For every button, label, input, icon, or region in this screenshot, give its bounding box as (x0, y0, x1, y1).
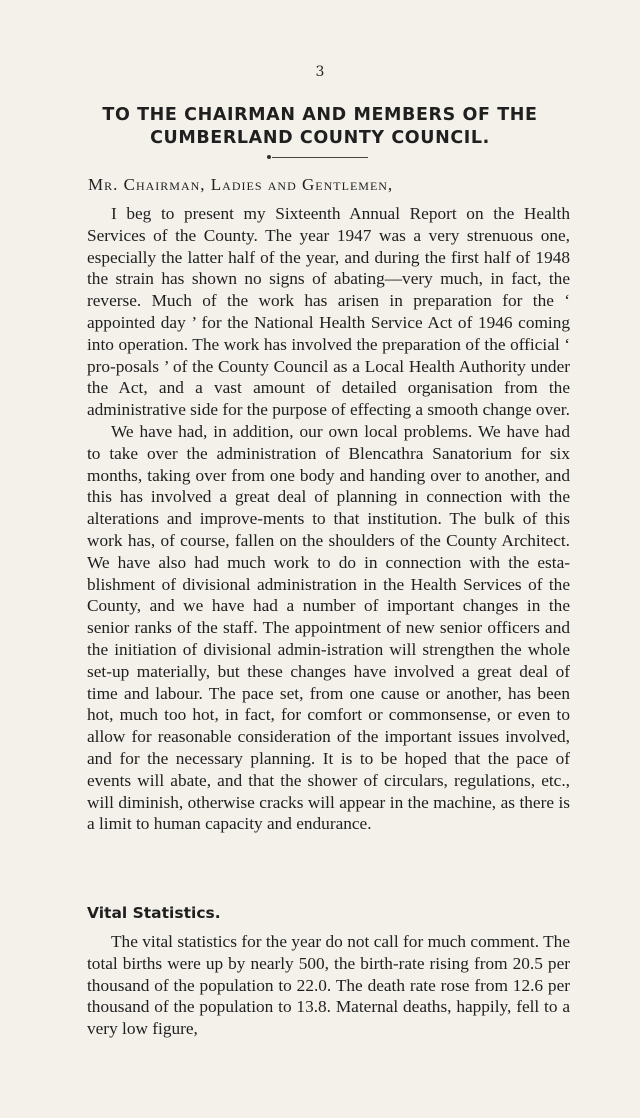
paragraph-vital-statistics: The vital statistics for the year do not call for much comment. The total births were up by nearly 500, the birth-rate rising from 20.5 per thousand of the population to 22.0. The death rate rose from 12.6 per thousand of the population to 13.8. Maternal deaths, happily, fell to a very low figure, (87, 932, 570, 1039)
paragraph-intro: I beg to present my Sixteenth Annual Report on the Health Services of the County. The year 1947 was a very strenuous one, especially the latter half of the year, and during the first half of 1948 the strain has shown no signs of abating—very much, in fact, the reverse. Much of the work has arisen in preparation for the ‘ appointed day ’ for the National Health Service Act of 1946 coming into operation. The work has involved the preparation of the official ‘ pro-posals ’ of the County Council as a Local Health Authority under the Act, and a vast amount of detailed organisation from the administrative side for the purpose of effecting a smooth change over. (87, 204, 570, 420)
ornament-dot (267, 155, 271, 159)
salutation: Mr. Chairman, Ladies and Gentlemen, (88, 175, 394, 194)
title-divider (272, 157, 368, 158)
page-title: TO THE CHAIRMAN AND MEMBERS OF THE CUMBERLAND COUNTY COUNCIL. (102, 105, 538, 148)
report-body (87, 203, 570, 835)
vital-statistics-body (87, 931, 570, 1040)
paragraph-local-problems: We have had, in addition, our own local problems. We have had to take over the administration of Blencathra Sanatorium for six months, taking over from one body and handing over to another, and this has involved a great deal of planning in connection with the alterations and improve-ments to that institution. The bulk of this work has, of course, fallen on the shoulders of the County Architect. We have also had much work to do in connection with the esta-blishment of divisional administration in the Health Services of the County, and we have had a number of important changes in the senior ranks of the staff. The appointment of new senior officers and the initiation of divisional admin-istration will strengthen the whole set-up materially, but these changes have involved a great deal of time and labour. The pace set, from one cause or another, has been hot, much too hot, in fact, for comfort or commonsense, or even to allow for reasonable consideration of the important issues involved, and for the necessary planning. It is to be hoped that the pace of events will abate, and that the shower of circulars, regulations, etc., will diminish, otherwise cracks will appear in the machine, as there is a limit to human capacity and endurance. (87, 421, 570, 834)
page-number: 3 (315, 64, 325, 80)
section-heading-vital-statistics: Vital Statistics. (87, 904, 221, 922)
